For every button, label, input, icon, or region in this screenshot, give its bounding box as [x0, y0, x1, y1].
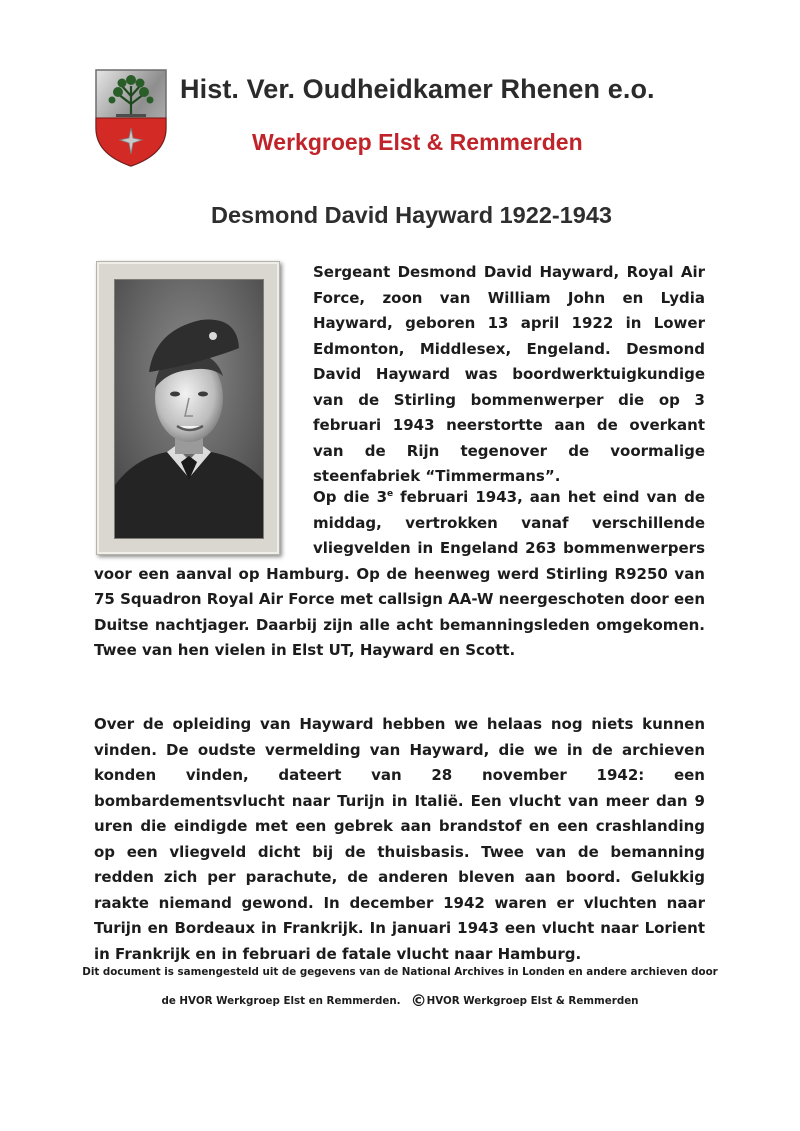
footer-credit-text: de HVOR Werkgroep Elst en Remmerden.	[161, 995, 401, 1007]
paragraph-crash-text-start: Op die 3	[313, 488, 388, 506]
paragraph-training	[94, 712, 705, 967]
paragraph-crash	[94, 485, 705, 664]
footer-credit	[0, 991, 800, 1010]
copyright-icon: ©	[410, 991, 427, 1010]
coat-of-arms-tree-icon	[94, 68, 168, 168]
date-suffix: e	[387, 489, 394, 499]
workgroup-name: Werkgroep Elst & Remmerden	[252, 129, 583, 155]
paragraph-intro-text: Sergeant Desmond David Hayward, Royal Air Force, zoon van William John en Lydia Hayward, geboren 13 april 1922 in Lower Edmonton, Middlesex, Engeland. Desmond David Hayward was boordwerktuigkundige van de Stirling bommenwerper die op 3 februari 1943 neerstortte aan de overkant van de Rijn tegenover de voormalige steenfabriek “Timmermans”.	[313, 263, 705, 485]
page-title: Desmond David Hayward 1922-1943	[211, 202, 612, 228]
paragraph-crash-text-rest: februari 1943, aan het eind van de middag, vertrokken vanaf verschillende vliegvelden in Engeland 263 bommenwerpers voor een aanval op Hamburg. Op de heenweg werd Stirling R9250 van 75 Squadron Royal Air Force met callsign AA-W neergeschoten door een Duitse nachtjager. Daarbij zijn alle acht bemanningsleden omgekomen. Twee van hen vielen in Elst UT, Hayward en Scott.	[94, 488, 706, 659]
paragraph-training-text: Over de opleiding van Hayward hebben we helaas nog niets kunnen vinden. De oudste vermelding van Hayward, die we in de archieven konden vinden, dateert van 28 november 1942: een bombardementsvlucht naar Turijn in Italië. Een vlucht van meer dan 9 uren die eindigde met een gebrek aan brandstof en een crashlanding op een vliegveld dicht bij de thuisbasis. Twee van de bemanning redden zich per parachute, de anderen bleven aan boord. Gelukkig raakte niemand gewond. In december 1942 waren er vluchten naar Turijn en Bordeaux in Frankrijk. In januari 1943 een vlucht naar Lorient in Frankrijk en in februari de fatale vlucht naar Hamburg.	[94, 715, 705, 963]
footer-copyright-text: HVOR Werkgroep Elst & Remmerden	[426, 995, 639, 1007]
organization-name: Hist. Ver. Oudheidkamer Rhenen e.o.	[180, 74, 655, 104]
footer-source-note: Dit document is samengesteld uit de gegevens van de National Archives in Londen en andere archieven door	[82, 966, 718, 978]
